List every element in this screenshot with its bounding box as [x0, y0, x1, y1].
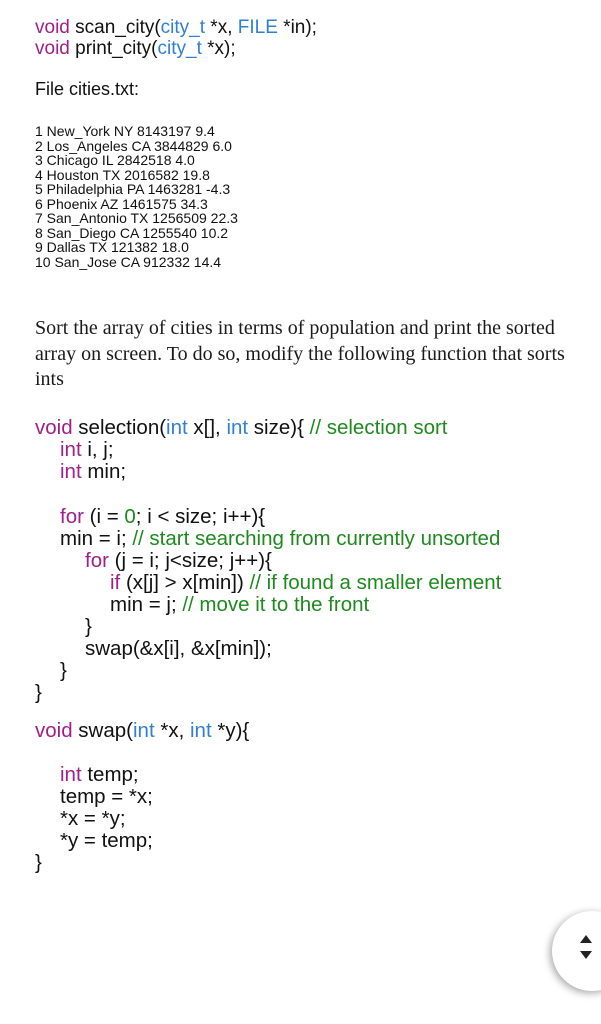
- keyword-if: if: [110, 571, 121, 594]
- keyword-void: void: [35, 416, 73, 439]
- code-line: [110, 593, 369, 617]
- code-line: [110, 571, 501, 595]
- code-line: [60, 763, 139, 787]
- city-list: [35, 124, 238, 269]
- function-name: scan_city(: [75, 17, 161, 38]
- code-comment: // selection sort: [309, 416, 448, 439]
- list-item: 4 Houston TX 2016582 19.8: [35, 166, 210, 183]
- param-text: *x,: [154, 719, 190, 742]
- keyword-int: int: [60, 763, 82, 786]
- list-item: 10 San_Jose CA 912332 14.4: [35, 253, 222, 270]
- up-arrow-icon[interactable]: [580, 935, 592, 943]
- code-comment: // if found a smaller element: [249, 571, 502, 594]
- param-text: *y){: [211, 719, 250, 742]
- file-label: File cities.txt:: [35, 79, 140, 99]
- keyword-void: void: [35, 38, 70, 59]
- code-line: [60, 460, 126, 484]
- type-name: city_t: [160, 17, 206, 38]
- list-item: 2 Los_Angeles CA 3844829 6.0: [35, 137, 232, 154]
- list-item: 6 Phoenix AZ 1461575 34.3: [35, 195, 208, 212]
- keyword-void: void: [35, 17, 70, 38]
- keyword-int: int: [60, 460, 82, 483]
- list-item: 5 Philadelphia PA 1463281 -4.3: [35, 181, 231, 197]
- swap-signature: [35, 719, 249, 743]
- print-city-declaration: [35, 38, 236, 60]
- keyword-for: for: [60, 505, 84, 528]
- number-literal: 0: [124, 505, 136, 528]
- code-text: (x[j] > x[min]): [120, 571, 250, 594]
- keyword-int: int: [60, 438, 82, 461]
- closing-brace: }: [35, 851, 42, 874]
- code-text: i, j;: [81, 438, 114, 461]
- type-name: int: [133, 719, 155, 742]
- selection-signature: [35, 416, 448, 440]
- param-text: *in);: [277, 17, 317, 38]
- code-text: min = i;: [60, 527, 133, 550]
- param-text: *x,: [205, 17, 238, 38]
- list-item: 8 San_Diego CA 1255540 10.2: [35, 224, 229, 241]
- code-comment: // start searching from currently unsorted: [132, 527, 501, 550]
- code-line: *x = *y;: [60, 807, 126, 830]
- closing-brace: }: [85, 615, 92, 638]
- type-name: int: [226, 416, 249, 439]
- list-item: 9 Dallas TX 121382 18.0: [35, 239, 189, 255]
- type-name: city_t: [157, 38, 202, 59]
- type-name: FILE: [237, 17, 278, 38]
- function-name: selection(: [72, 416, 167, 439]
- code-text: temp;: [81, 763, 139, 786]
- keyword-for: for: [85, 549, 109, 572]
- code-line: [60, 438, 114, 462]
- type-name: int: [189, 719, 212, 742]
- code-text: min = j;: [110, 593, 183, 616]
- function-name: swap(: [72, 719, 133, 742]
- task-description: Sort the array of cities in terms of population and print the sorted array on screen. To do so, modify the following function that sorts ints: [35, 317, 565, 390]
- closing-brace: }: [60, 659, 67, 682]
- code-line: [85, 549, 272, 573]
- code-line: *y = temp;: [60, 829, 153, 852]
- function-name: print_city(: [75, 38, 158, 59]
- list-item: 1 New_York NY 8143197 9.4: [35, 123, 215, 139]
- list-item: 3 Chicago IL 2842518 4.0: [35, 152, 195, 168]
- down-arrow-icon[interactable]: [580, 951, 592, 959]
- code-line: [60, 527, 500, 551]
- code-line: temp = *x;: [60, 785, 153, 808]
- code-line: swap(&x[i], &x[min]);: [85, 637, 272, 660]
- code-comment: // move it to the front: [182, 593, 370, 616]
- code-text: min;: [81, 460, 127, 483]
- type-name: int: [166, 416, 188, 439]
- param-text: *x);: [201, 38, 236, 59]
- list-item: 7 San_Antonio TX 1256509 22.3: [35, 210, 238, 226]
- keyword-void: void: [35, 719, 73, 742]
- closing-brace: }: [35, 681, 42, 704]
- scan-city-declaration: [35, 17, 317, 39]
- param-text: x[],: [187, 416, 227, 439]
- code-line: [60, 505, 265, 529]
- scroll-nav-button[interactable]: [552, 911, 601, 991]
- param-text: size){: [248, 416, 310, 439]
- code-text: (j = i; j<size; j++){: [108, 549, 272, 572]
- code-text: (i =: [83, 505, 125, 528]
- code-text: ; i < size; i++){: [135, 505, 266, 528]
